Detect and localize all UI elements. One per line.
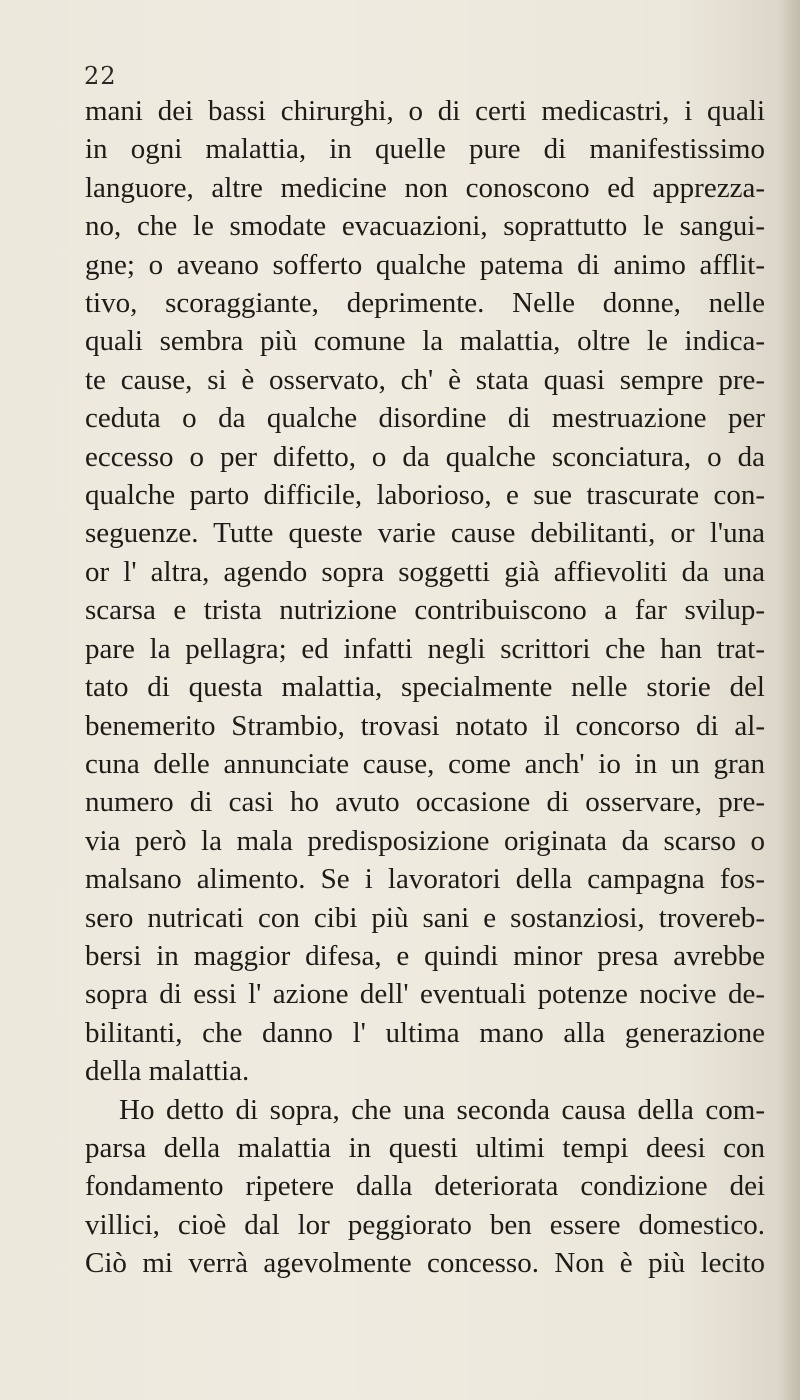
text-line: cuna delle annunciate cause, come anch' io in un gran [85, 747, 765, 780]
text-line: tato di questa malattia, specialmente nelle storie del [85, 671, 765, 704]
text-line: qualche parto difficile, laborioso, e sue trascurate con- [85, 479, 765, 512]
page-edge-shadow [778, 0, 800, 1400]
text-line: numero di casi ho avuto occasione di osservare, pre- [85, 786, 765, 819]
text-line: Ciò mi verrà agevolmente concesso. Non è più lecito [85, 1247, 765, 1280]
text-line: pare la pellagra; ed infatti negli scrittori che han trat- [85, 632, 765, 665]
paragraph-end-line: della malattia. [85, 1055, 250, 1088]
text-line: bilitanti, che danno l' ultima mano alla generazione [85, 1016, 765, 1049]
text-line: parsa della malattia in questi ultimi tempi deesi con [85, 1131, 765, 1164]
text-line: malsano alimento. Se i lavoratori della campagna fos- [85, 863, 765, 896]
text-line: sero nutricati con cibi più sani e sostanziosi, trovereb- [85, 901, 765, 934]
text-line: in ogni malattia, in quelle pure di manifestissimo [85, 133, 765, 166]
body-text [85, 92, 765, 1283]
text-line: villici, cioè dal lor peggiorato ben essere domestico. [85, 1208, 765, 1241]
text-line: sopra di essi l' azione dell' eventuali potenze nocive de- [85, 978, 765, 1011]
text-line: seguenze. Tutte queste varie cause debilitanti, or l'una [85, 517, 765, 550]
text-line: te cause, si è osservato, ch' è stata quasi sempre pre- [85, 363, 765, 396]
text-line: fondamento ripetere dalla deteriorata condizione dei [85, 1170, 765, 1203]
text-line: mani dei bassi chirurghi, o di certi medicastri, i quali [85, 95, 765, 127]
text-line: ceduta o da qualche disordine di mestruazione per [85, 402, 765, 435]
text-line: benemerito Strambio, trovasi notato il concorso di al- [85, 709, 765, 742]
page-number: 22 [84, 62, 117, 90]
text-line: gne; o aveano sofferto qualche patema di animo afflit- [85, 248, 765, 281]
text-line: bersi in maggior difesa, e quindi minor presa avrebbe [85, 939, 765, 972]
text-line: scarsa e trista nutrizione contribuiscono a far svilup- [85, 594, 765, 627]
text-line: languore, altre medicine non conoscono ed apprezza- [85, 171, 765, 204]
text-line: tivo, scoraggiante, deprimente. Nelle donne, nelle [85, 287, 765, 320]
text-line: no, che le smodate evacuazioni, soprattutto le sangui- [85, 210, 765, 243]
text-line: or l' altra, agendo sopra soggetti già affievoliti da una [85, 555, 765, 588]
text-line: via però la mala predisposizione originata da scarso o [85, 824, 765, 857]
text-line: quali sembra più comune la malattia, oltre le indica- [85, 325, 765, 358]
paragraph-start-line: Ho detto di sopra, che una seconda causa della com- [119, 1093, 765, 1126]
text-line: eccesso o per difetto, o da qualche sconciatura, o da [85, 440, 765, 473]
